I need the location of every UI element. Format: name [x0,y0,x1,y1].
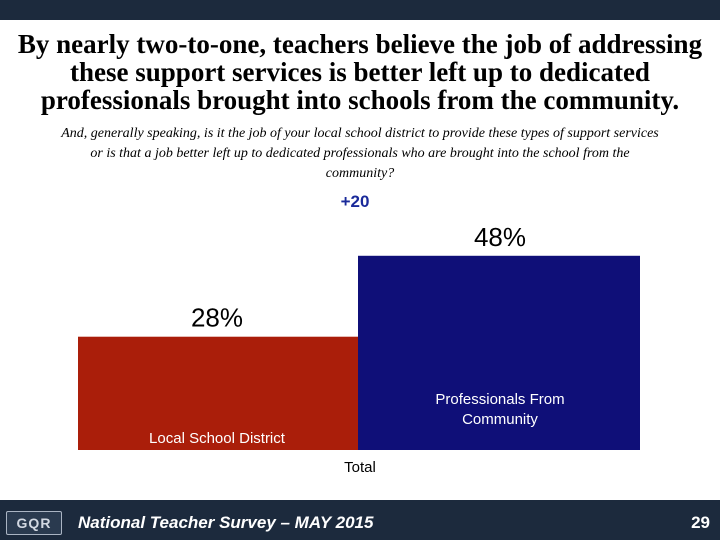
footer-bar [0,500,720,540]
value-label-professionals-from-community: 48% [473,221,527,252]
category-label-total: Total [344,459,376,476]
survey-question: And, generally speaking, is it the job of your local school district to provide these types of support services or is that a job better left up to dedicated professionals who are brought into the school from the community? [61,126,659,181]
value-label-local-school-district: 28% [190,302,244,333]
bar-chart [0,180,720,480]
series-label-professionals-from-community: Professionals From Community [435,391,565,428]
top-band [0,0,720,20]
difference-label: +20 [340,192,370,211]
gqr-logo: GQR [6,511,62,535]
slide-title: By nearly two-to-one, teachers believe the job of addressing these support services is better left up to dedicated professionals brought into schools from the community. [17,29,703,115]
page-number: 29 [691,513,710,532]
survey-label: National Teacher Survey – MAY 2015 [78,513,374,532]
series-label-local-school-district: Local School District [149,430,285,447]
